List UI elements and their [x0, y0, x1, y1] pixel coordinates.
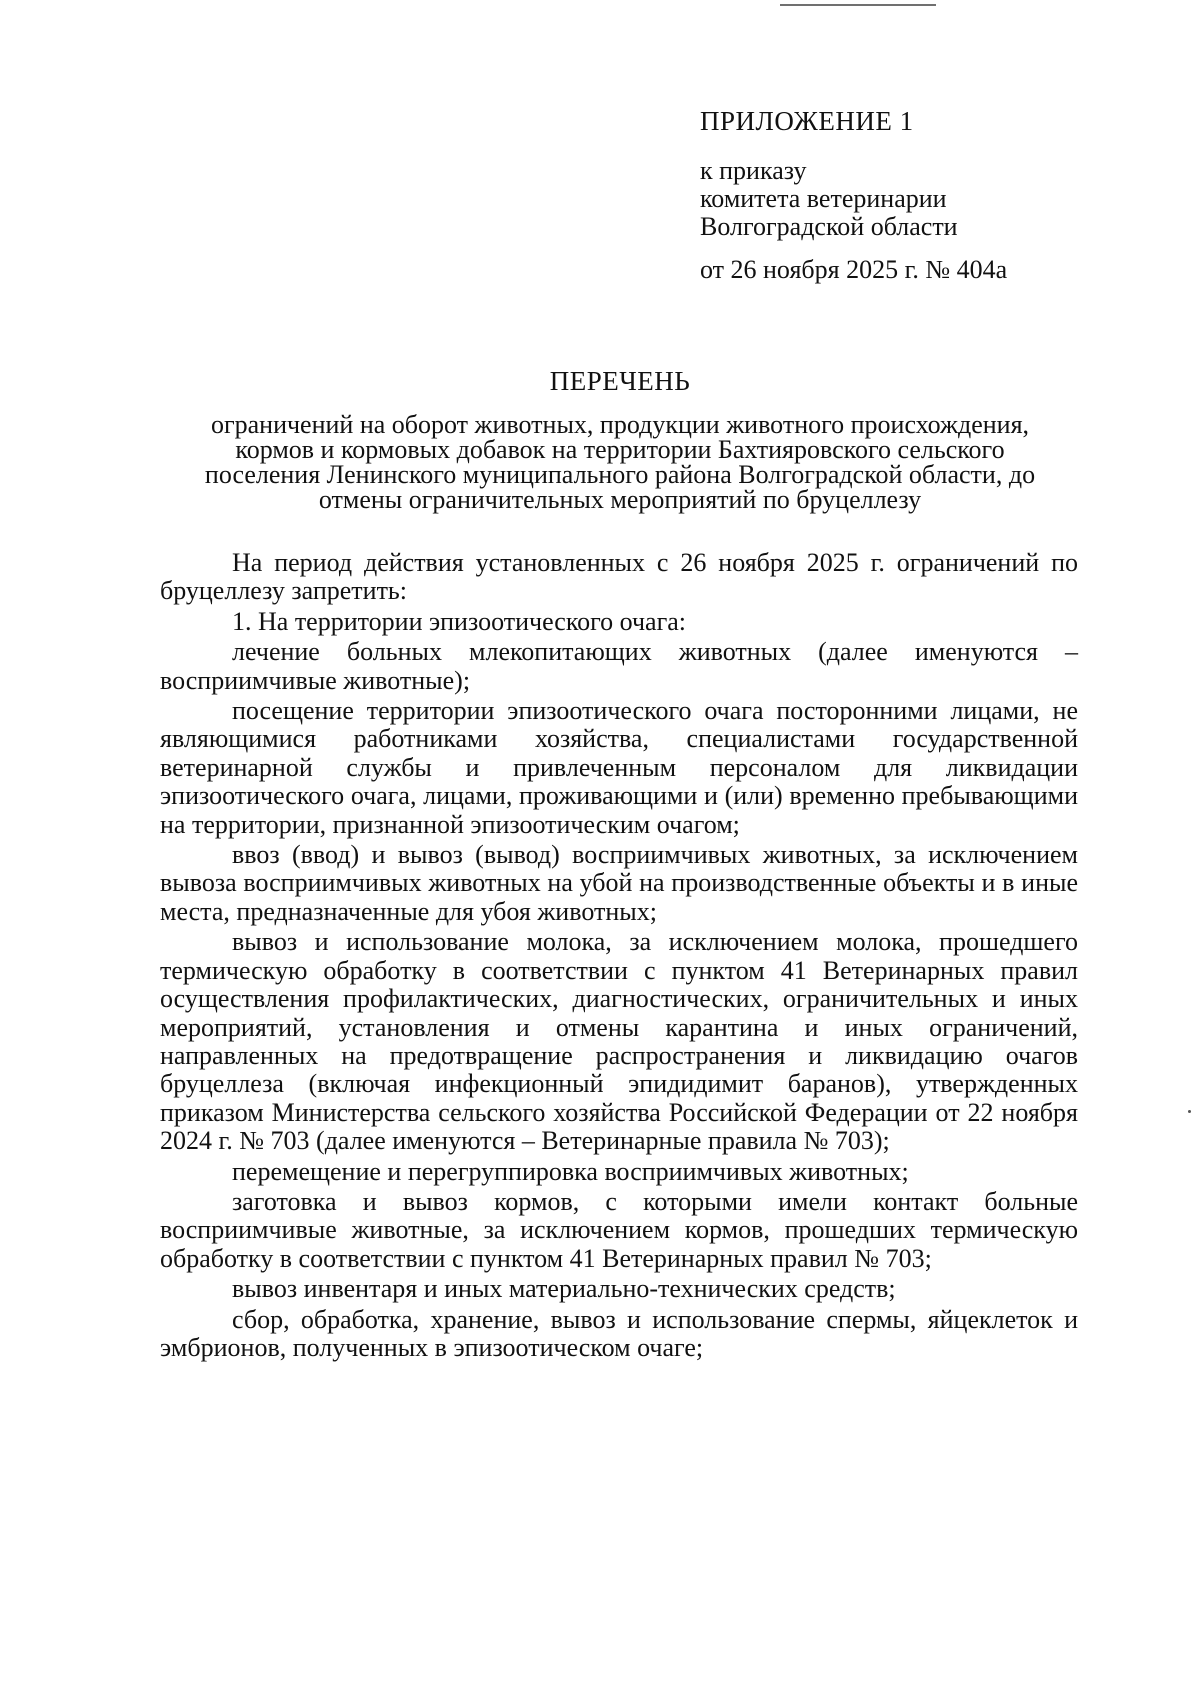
document-body [160, 549, 1078, 1362]
body-paragraph: ввоз (ввод) и вывоз (вывод) восприимчивых животных, за исключением вывоза восприимчивых животных на убой на производственные объекты и в иные места, предназначенные для убоя животных; [160, 840, 1078, 926]
appendix-line: Волгоградской области [700, 212, 958, 241]
body-paragraph: заготовка и вывоз кормов, с которыми имели контакт больные восприимчивые животные, за исключением кормов, прошедших термическую обработку в соответствии с пунктом 41 Ветеринарных правил № 703; [160, 1186, 1078, 1273]
appendix-reference [700, 157, 1120, 241]
body-paragraph: перемещение и перегруппировка восприимчивых животных; [232, 1156, 909, 1186]
top-rule-mark [780, 4, 936, 6]
subtitle-line: поселения Ленинского муниципального района Волгоградской области, до [204, 460, 1036, 489]
subtitle-line: отмены ограничительных мероприятий по бруцеллезу [318, 485, 922, 514]
appendix-title: ПРИЛОЖЕНИЕ 1 [700, 106, 914, 136]
document-title: ПЕРЕЧЕНЬ [549, 366, 691, 396]
body-paragraph: 1. На территории эпизоотического очага: [232, 606, 687, 636]
body-paragraph: вывоз и использование молока, за исключением молока, прошедшего термическую обработку в соответствии с пунктом 41 Ветеринарных правил осуществления профилактических, диагностических, ограничительных и иных мероприятий, установления и отмены карантина и иных ограничений, направленных на предотвращение распространения и ликвидацию очагов бруцеллеза (включая инфекционный эпидидимит баранов), утвержденных приказом Министерства сельского хозяйства Российской Федерации от 22 ноября 2024 г. № 703 (далее именуются – Ветеринарные правила № 703); [160, 927, 1078, 1156]
body-paragraph: сбор, обработка, хранение, вывоз и использование спермы, яйцеклеток и эмбрионов, полученных в эпизоотическом очаге; [160, 1304, 1078, 1362]
body-paragraph: посещение территории эпизоотического очага посторонними лицами, не являющимися работниками хозяйства, специалистами государственной ветеринарной службы и привлеченным персоналом для ликвидации эпизоотического очага, лицами, проживающими и (или) временно пребывающими на территории, признанной эпизоотическим очагом; [160, 696, 1078, 839]
body-paragraph: На период действия установленных с 26 ноября 2025 г. ограничений по бруцеллезу запретить: [160, 548, 1078, 606]
body-paragraph: лечение больных млекопитающих животных (далее именуются – восприимчивые животные); [160, 637, 1078, 695]
appendix-line: комитета ветеринарии [700, 184, 947, 213]
appendix-line: к приказу [700, 156, 807, 185]
scan-speck-mark [1188, 1110, 1191, 1113]
subtitle-line: кормов и кормовых добавок на территории Бахтияровского сельского [235, 435, 1005, 464]
subtitle-line: ограничений на оборот животных, продукции животного происхождения, [210, 410, 1030, 439]
document-subtitle [160, 412, 1080, 512]
body-paragraph: вывоз инвентаря и иных материально-технических средств; [232, 1274, 896, 1304]
order-date-number: от 26 ноября 2025 г. № 404а [700, 255, 1008, 284]
